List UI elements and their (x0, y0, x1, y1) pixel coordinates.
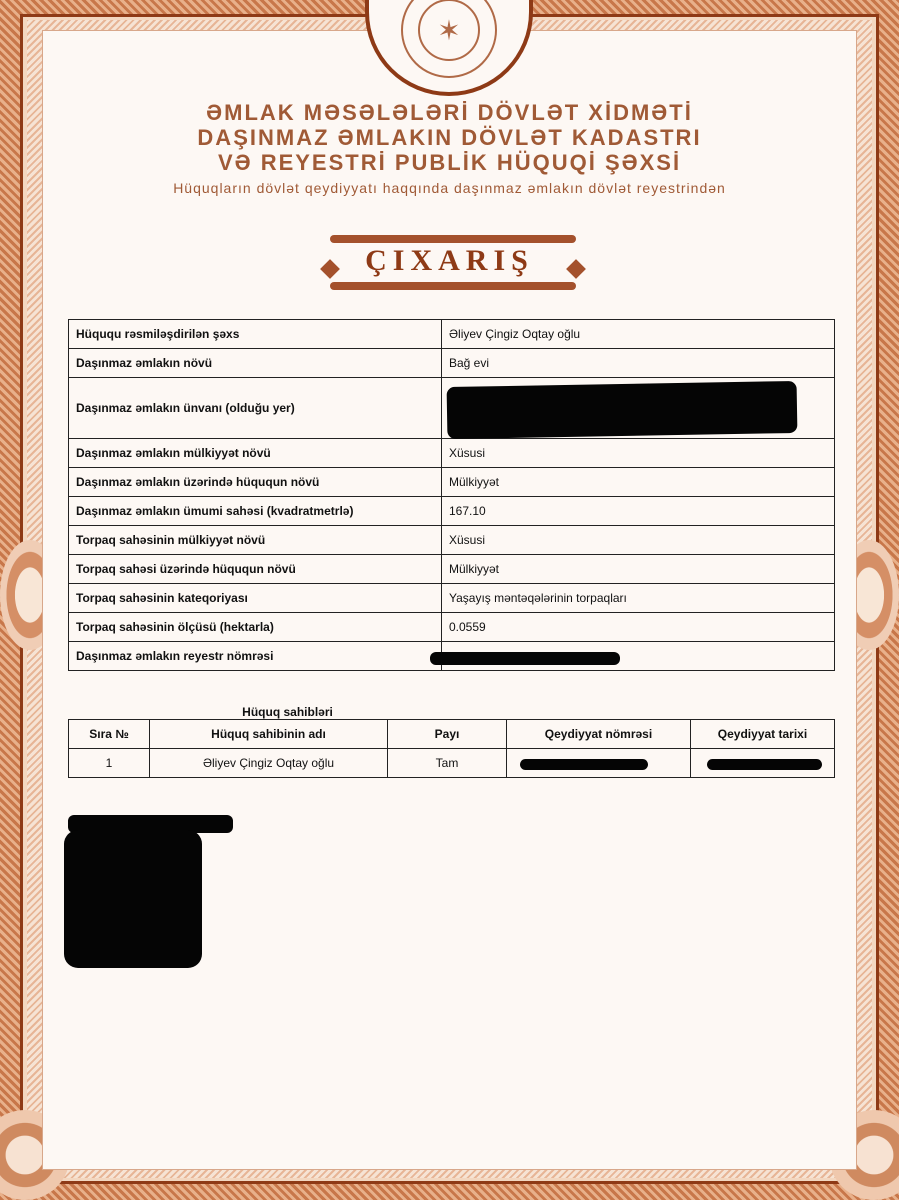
banner-bottom-bar (330, 282, 576, 290)
registry-number-redaction (430, 652, 620, 665)
field-value: Mülkiyyət (442, 468, 835, 497)
address-redaction (447, 381, 798, 439)
state-emblem (401, 0, 497, 78)
field-value: Əliyev Çingiz Oqtay oğlu (442, 320, 835, 349)
owner-name: Əliyev Çingiz Oqtay oğlu (150, 749, 388, 778)
reg-date-redaction (707, 759, 822, 770)
field-value: Xüsusi (442, 526, 835, 555)
header-subtitle: Hüquqların dövlət qeydiyyatı haqqında daşınmaz əmlakın dövlət reyestrindən (173, 180, 726, 196)
signature-redaction (64, 830, 202, 968)
field-label: Torpaq sahəsi üzərində hüququn növü (69, 555, 442, 584)
col-reg-number-header: Qeydiyyat nömrəsi (507, 720, 691, 749)
owners-title: Hüquq sahibləri (242, 705, 333, 719)
field-value: 0.0559 (442, 613, 835, 642)
document-title: ÇIXARIŞ (365, 244, 534, 277)
field-label: Daşınmaz əmlakın ünvanı (olduğu yer) (69, 378, 442, 439)
col-owner-name-header: Hüquq sahibinin adı (150, 720, 388, 749)
field-label: Torpaq sahəsinin mülkiyyət növü (69, 526, 442, 555)
field-value: 167.10 (442, 497, 835, 526)
table-row (69, 320, 835, 349)
table-row (69, 468, 835, 497)
field-label: Daşınmaz əmlakın reyestr nömrəsi (69, 642, 442, 671)
table-row (69, 349, 835, 378)
owners-header-row (69, 720, 835, 749)
field-label: Hüququ rəsmiləşdirilən şəxs (69, 320, 442, 349)
state-emblem-icon: ✶ (418, 0, 480, 61)
field-label: Torpaq sahəsinin kateqoriyası (69, 584, 442, 613)
table-row (69, 555, 835, 584)
banner-top-bar (330, 235, 576, 243)
col-reg-date-header: Qeydiyyat tarixi (691, 720, 835, 749)
property-info-table (68, 319, 835, 671)
field-label: Daşınmaz əmlakın ümumi sahəsi (kvadratmetrlə) (69, 497, 442, 526)
field-label: Daşınmaz əmlakın üzərində hüququn növü (69, 468, 442, 497)
owner-number: 1 (69, 749, 150, 778)
table-row (69, 584, 835, 613)
header-line-3: VƏ REYESTRİ PUBLİK HÜQUQİ ŞƏXSİ (217, 150, 682, 175)
table-row (69, 439, 835, 468)
col-share-header: Payı (388, 720, 507, 749)
owner-share: Tam (388, 749, 507, 778)
table-row (69, 613, 835, 642)
header-line-1: ƏMLAK MƏSƏLƏLƏRİ DÖVLƏT XİDMƏTİ (206, 100, 693, 125)
table-row (69, 526, 835, 555)
field-value: Yaşayış məntəqələrinin torpaqları (442, 584, 835, 613)
field-label: Daşınmaz əmlakın mülkiyyət növü (69, 439, 442, 468)
field-label: Torpaq sahəsinin ölçüsü (hektarla) (69, 613, 442, 642)
table-row (69, 497, 835, 526)
reg-number-redaction (520, 759, 648, 770)
field-label: Daşınmaz əmlakın növü (69, 349, 442, 378)
header-line-2: DAŞINMAZ ƏMLAKIN DÖVLƏT KADASTRI (197, 125, 702, 150)
field-value: Bağ evi (442, 349, 835, 378)
col-number-header: Sıra № (69, 720, 150, 749)
field-value: Xüsusi (442, 439, 835, 468)
field-value: Mülkiyyət (442, 555, 835, 584)
